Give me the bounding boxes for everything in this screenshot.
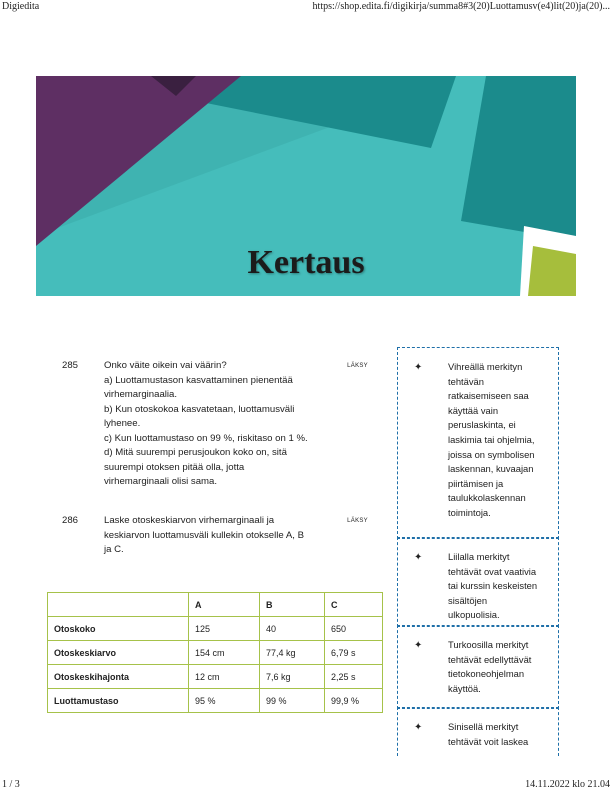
page-number: 1 / 3 bbox=[2, 779, 20, 790]
task-line: keskiarvon luottamusväli kullekin otokselle A, B bbox=[104, 529, 304, 541]
task-line: suurempi otoksen pitää olla, jotta bbox=[104, 461, 245, 473]
table-header-cell: C bbox=[325, 593, 383, 617]
table-cell: 99 % bbox=[260, 689, 325, 713]
table-header-cell bbox=[48, 593, 189, 617]
note-line: Turkoosilla merkityt bbox=[448, 639, 529, 650]
note-line: tehtävät edellyttävät bbox=[448, 653, 532, 665]
table-cell: 99,9 % bbox=[325, 689, 383, 713]
note-line: tehtävän bbox=[448, 375, 484, 387]
task-number: 285 bbox=[62, 360, 79, 371]
note-text bbox=[448, 720, 544, 749]
note-turquoise-tasks bbox=[397, 625, 559, 709]
table-row bbox=[48, 617, 383, 641]
chapter-banner bbox=[36, 76, 576, 296]
homework-tag: LÄKSY bbox=[347, 363, 368, 369]
homework-tag: LÄKSY bbox=[347, 518, 368, 524]
task-line: virhemarginaalia. bbox=[104, 389, 178, 400]
row-label: Luottamustaso bbox=[48, 689, 189, 713]
row-label: Otoskeskihajonta bbox=[48, 665, 189, 689]
note-line: tietokoneohjelman bbox=[448, 668, 525, 680]
note-line: laskimia tai ohjelmia, bbox=[448, 433, 535, 445]
task-line: b) Kun otoskokoa kasvatetaan, luottamusväli bbox=[104, 403, 295, 415]
note-line: ratkaisemiseen saa bbox=[448, 390, 529, 402]
task-text bbox=[104, 359, 324, 490]
task-number: 286 bbox=[62, 515, 79, 526]
table-header-cell: B bbox=[260, 593, 325, 617]
note-line: laskennan, kuvaajan bbox=[448, 463, 534, 475]
note-line: joissa on symbolisen bbox=[448, 448, 535, 460]
print-title: Digiedita bbox=[2, 1, 40, 12]
row-label: Otoskoko bbox=[48, 617, 189, 641]
table-header-cell: A bbox=[189, 593, 260, 617]
star-icon: ✦ bbox=[414, 362, 423, 373]
table-cell: 154 cm bbox=[189, 641, 260, 665]
print-url[interactable]: https://shop.edita.fi/digikirja/summa8#3(20)Luottamusv(e4)lit(20)ja(20)... bbox=[312, 1, 610, 12]
note-line: tehtävät voit laskea bbox=[448, 735, 529, 747]
table-cell: 2,25 s bbox=[325, 665, 383, 689]
task-line: a) Luottamustason kasvattaminen pienentää bbox=[104, 374, 293, 386]
table-cell: 6,79 s bbox=[325, 641, 383, 665]
note-text bbox=[448, 638, 544, 696]
table-cell: 77,4 kg bbox=[260, 641, 325, 665]
table-header-row bbox=[48, 593, 383, 617]
note-text bbox=[448, 550, 544, 623]
chapter-title: Kertaus bbox=[247, 244, 365, 281]
table-row bbox=[48, 689, 383, 713]
note-line: käyttää vain bbox=[448, 404, 499, 416]
note-line: käyttöä. bbox=[448, 682, 481, 694]
note-line: peruslaskinta, ei bbox=[448, 419, 516, 431]
print-header bbox=[0, 0, 612, 14]
task-line: c) Kun luottamustaso on 99 %, riskitaso on 1 %. bbox=[104, 432, 308, 444]
note-line: tehtävät ovat vaativia bbox=[448, 565, 537, 577]
table-row bbox=[48, 641, 383, 665]
note-line: toimintoja. bbox=[448, 506, 491, 518]
sample-data-table bbox=[47, 592, 383, 713]
note-text bbox=[448, 360, 544, 521]
task-line: lyhenee. bbox=[104, 418, 141, 429]
note-purple-tasks bbox=[397, 537, 559, 627]
star-icon: ✦ bbox=[414, 552, 423, 563]
note-line: sisältöjen bbox=[448, 594, 488, 606]
task-line: ja C. bbox=[104, 544, 124, 555]
note-green-tasks bbox=[397, 347, 559, 539]
table-cell: 95 % bbox=[189, 689, 260, 713]
table-cell: 650 bbox=[325, 617, 383, 641]
note-line: Vihreällä merkityn bbox=[448, 361, 523, 372]
note-line: tai kurssin keskeisten bbox=[448, 580, 538, 592]
table-cell: 7,6 kg bbox=[260, 665, 325, 689]
table-cell: 12 cm bbox=[189, 665, 260, 689]
table-cell: 40 bbox=[260, 617, 325, 641]
note-line: piirtämisen ja bbox=[448, 477, 504, 489]
note-line: Liilalla merkityt bbox=[448, 551, 510, 562]
task-text bbox=[104, 514, 324, 558]
star-icon: ✦ bbox=[414, 722, 423, 733]
note-line: ulkopuolisia. bbox=[448, 609, 500, 621]
note-line: Sinisellä merkityt bbox=[448, 721, 519, 732]
table-row bbox=[48, 665, 383, 689]
task-line: virhemarginaali olisi sama. bbox=[104, 476, 218, 487]
print-date: 14.11.2022 klo 21.04 bbox=[525, 779, 610, 790]
row-label: Otoskeskiarvo bbox=[48, 641, 189, 665]
print-footer bbox=[0, 778, 612, 792]
task-line: Onko väite oikein vai väärin? bbox=[104, 360, 227, 371]
table-cell: 125 bbox=[189, 617, 260, 641]
note-blue-tasks bbox=[397, 707, 559, 756]
notes-sidebar bbox=[397, 347, 559, 757]
task-line: d) Mitä suurempi perusjoukon koko on, sitä bbox=[104, 447, 287, 458]
task-line: Laske otoskeskiarvon virhemarginaali ja bbox=[104, 515, 275, 526]
star-icon: ✦ bbox=[414, 640, 423, 651]
note-line: taulukkolaskennan bbox=[448, 492, 526, 504]
